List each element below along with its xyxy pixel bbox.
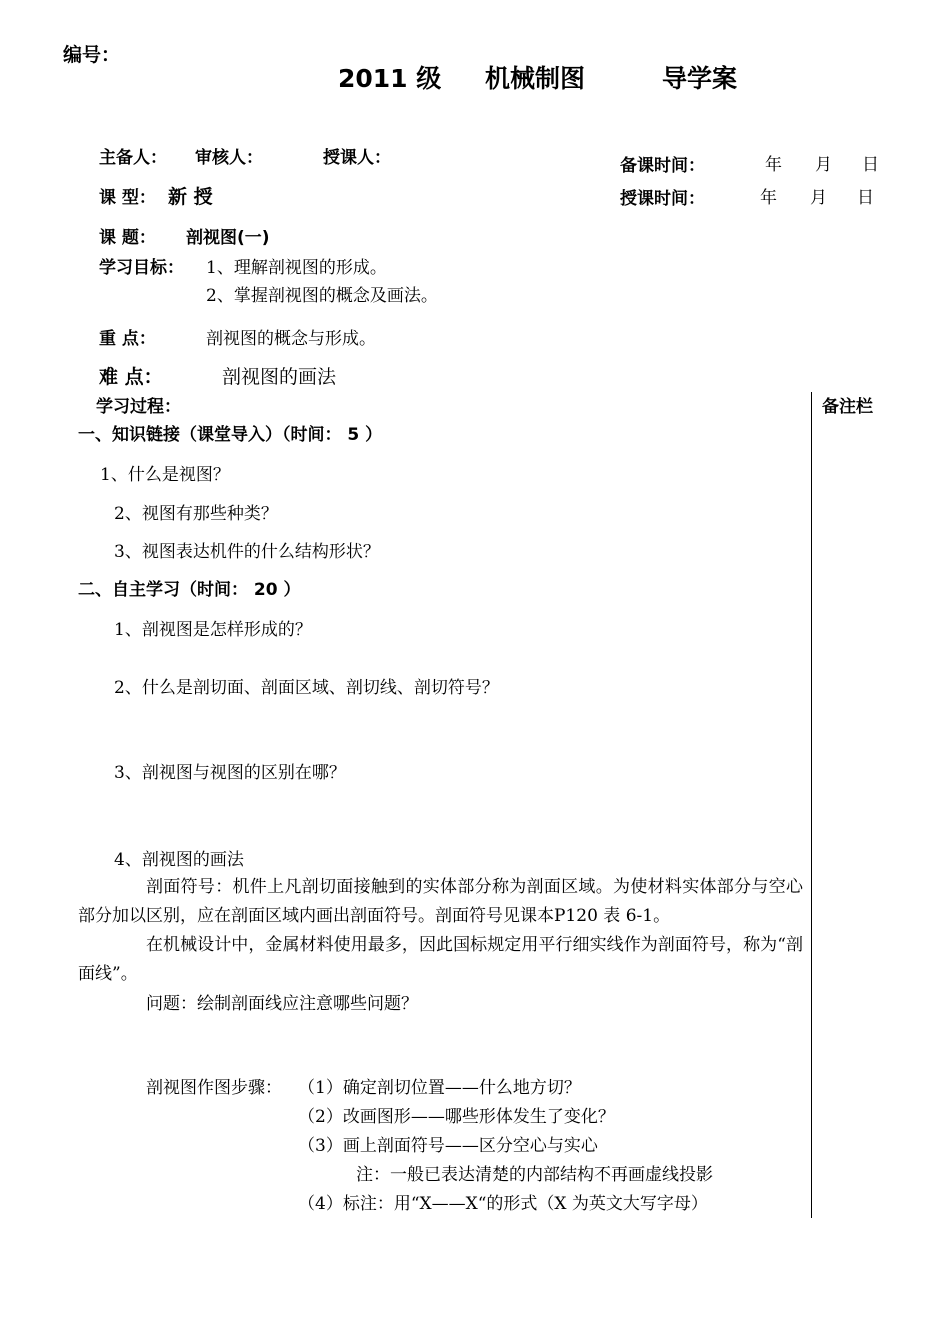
step-4: （4）标注：用“X——X“的形式（X 为英文大写字母）	[298, 1194, 708, 1214]
lesson-type-value: 新 授	[168, 186, 213, 208]
section-line-paragraph: 在机械设计中，金属材料使用最多，因此国标规定用平行细实线作为剖面符号，称为“剖面线”。	[78, 935, 803, 984]
section-symbol-paragraph: 剖面符号：机件上凡剖切面接触到的实体部分称为剖面区域。为使材料实体部分与空心部分加以区别，应在剖面区域内画出剖面符号。剖面符号见课本P120 表 6-1。	[78, 877, 803, 926]
goal-2: 2、掌握剖视图的概念及画法。	[206, 286, 438, 306]
year-label: 2011 级	[338, 64, 442, 93]
step-3: （3）画上剖面符号——区分空心与实心	[298, 1136, 598, 1156]
topic-value: 剖视图(一)	[186, 228, 270, 248]
steps-label: 剖视图作图步骤：	[146, 1078, 282, 1098]
goals-label: 学习目标：	[99, 258, 184, 278]
key-label: 重 点：	[99, 329, 156, 349]
section1-question-3: 3、视图表达机件的什么结构形状？	[114, 542, 380, 562]
teach-year: 年	[760, 188, 777, 208]
notes-column-label: 备注栏	[822, 397, 873, 417]
prep-time-label: 备课时间：	[620, 156, 705, 176]
prep-month: 月	[815, 155, 832, 175]
teach-month: 月	[810, 188, 827, 208]
topic-label: 课 题：	[99, 228, 156, 248]
lesson-type-label: 课 型：	[99, 188, 156, 208]
section1-question-2: 2、视图有那些种类？	[114, 504, 278, 524]
prep-year: 年	[765, 155, 782, 175]
code-label: 编号：	[63, 44, 121, 66]
hatching-question: 问题：绘制剖面线应注意哪些问题？	[146, 994, 418, 1014]
teach-time-label: 授课时间：	[620, 189, 705, 209]
notes-column-divider	[811, 392, 812, 1218]
goal-1: 1、理解剖视图的形成。	[206, 258, 387, 278]
reviewer-label: 审核人：	[195, 148, 263, 168]
section2-question-2: 2、什么是剖切面、剖面区域、剖切线、剖切符号？	[114, 678, 499, 698]
key-value: 剖视图的概念与形成。	[206, 329, 376, 349]
section2-heading: 二、自主学习（时间： 20 ）	[78, 580, 301, 600]
process-label: 学习过程：	[96, 397, 181, 417]
step-note: 注：一般已表达清楚的内部结构不再画虚线投影	[356, 1165, 713, 1185]
section2-question-4: 4、剖视图的画法	[114, 850, 244, 870]
difficulty-label: 难 点：	[99, 366, 163, 388]
section2-question-3: 3、剖视图与视图的区别在哪？	[114, 763, 346, 783]
section1-heading: 一、知识链接（课堂导入）（时间： 5 ）	[78, 425, 383, 445]
section1-question-1: 1、什么是视图？	[100, 465, 230, 485]
preparer-label: 主备人：	[99, 148, 167, 168]
prep-day: 日	[862, 155, 879, 175]
difficulty-value: 剖视图的画法	[222, 366, 337, 388]
step-2: （2）改画图形——哪些形体发生了变化？	[298, 1107, 615, 1127]
section2-question-1: 1、剖视图是怎样形成的？	[114, 620, 312, 640]
doc-type-title: 导学案	[662, 64, 738, 93]
teacher-label: 授课人：	[323, 148, 391, 168]
step-1: （1）确定剖切位置——什么地方切？	[298, 1078, 581, 1098]
subject-title: 机械制图	[485, 64, 586, 93]
teach-day: 日	[857, 188, 874, 208]
